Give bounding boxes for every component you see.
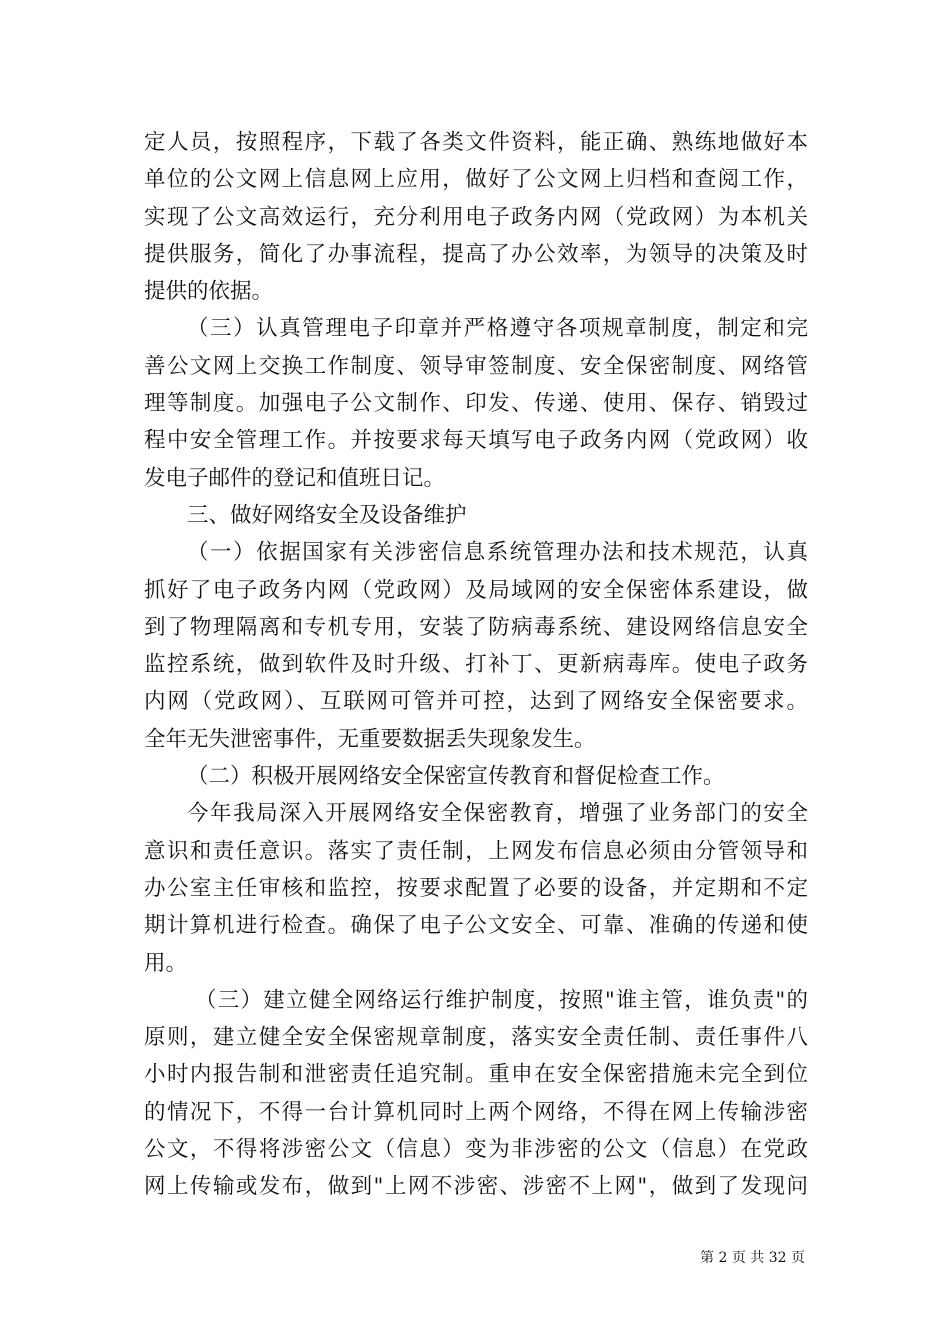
paragraph-start: 今年我局深入开展网络安全保密教育，增强了业务部门的安全 (187, 801, 808, 827)
text-line: 实现了公文高效运行，充分利用电子政务内网（党政网）为本机关 (144, 204, 808, 230)
paragraph-start: （三）建立健全网络运行维护制度，按照"谁主管，谁负责"的 (195, 987, 808, 1013)
text-line: 办公室主任审核和监控，按要求配置了必要的设备，并定期和不定 (144, 875, 808, 901)
text-line: 的情况下，不得一台计算机同时上两个网络，不得在网上传输涉密 (144, 1099, 808, 1125)
text-line: 定人员，按照程序，下载了各类文件资料，能正确、熟练地做好本 (144, 130, 808, 155)
page-number: 第 2 页 共 32 页 (700, 1250, 805, 1266)
text-line: 发电子邮件的登记和值班日记。 (144, 465, 446, 491)
text-line: 内网（党政网）、互联网可管并可控，达到了网络安全保密要求。 (144, 689, 808, 715)
document-body (144, 124, 808, 1206)
text-line: 提供的依据。 (144, 279, 274, 305)
text-line: 提供服务，简化了办事流程，提高了办公效率，为领导的决策及时 (144, 241, 808, 267)
text-line: 抓好了电子政务内网（党政网）及局域网的安全保密体系建设，做 (144, 577, 808, 603)
paragraph-start: （三）认真管理电子印章并严格遵守各项规章制度，制定和完 (187, 316, 808, 342)
text-line: 监控系统，做到软件及时升级、打补丁、更新病毒库。使电子政务 (144, 652, 808, 678)
text-line: 原则，建立健全安全保密规章制度，落实安全责任制、责任事件八 (144, 1025, 808, 1051)
section-heading: 三、做好网络安全及设备维护 (187, 502, 467, 528)
paragraph-start: （二）积极开展网络安全保密宣传教育和督促检查工作。 (187, 764, 725, 790)
paragraph-start: （一）依据国家有关涉密信息系统管理办法和技术规范，认真 (187, 540, 808, 566)
text-line: 理等制度。加强电子公文制作、印发、传递、使用、保存、销毁过 (144, 391, 808, 417)
text-line: 用。 (144, 950, 188, 976)
text-line: 小时内报告制和泄密责任追究制。重申在安全保密措施未完全到位 (144, 1062, 808, 1088)
text-line: 全年无失泄密事件，无重要数据丢失现象发生。 (144, 726, 596, 752)
text-line: 单位的公文网上信息网上应用，做好了公文网上归档和查阅工作， (144, 167, 808, 193)
text-line: 网上传输或发布，做到"上网不涉密、涉密不上网"，做到了发现问 (144, 1174, 808, 1200)
text-line: 期计算机进行检查。确保了电子公文安全、可靠、准确的传递和使 (144, 913, 808, 939)
text-line: 程中安全管理工作。并按要求每天填写电子政务内网（党政网）收 (144, 428, 808, 454)
text-line: 善公文网上交换工作制度、领导审签制度、安全保密制度、网络管 (144, 353, 808, 379)
text-line: 意识和责任意识。落实了责任制，上网发布信息必须由分管领导和 (144, 838, 808, 864)
text-line: 到了物理隔离和专机专用，安装了防病毒系统、建设网络信息安全 (144, 614, 808, 640)
text-line: 公文，不得将涉密公文（信息）变为非涉密的公文（信息）在党政 (144, 1137, 808, 1163)
